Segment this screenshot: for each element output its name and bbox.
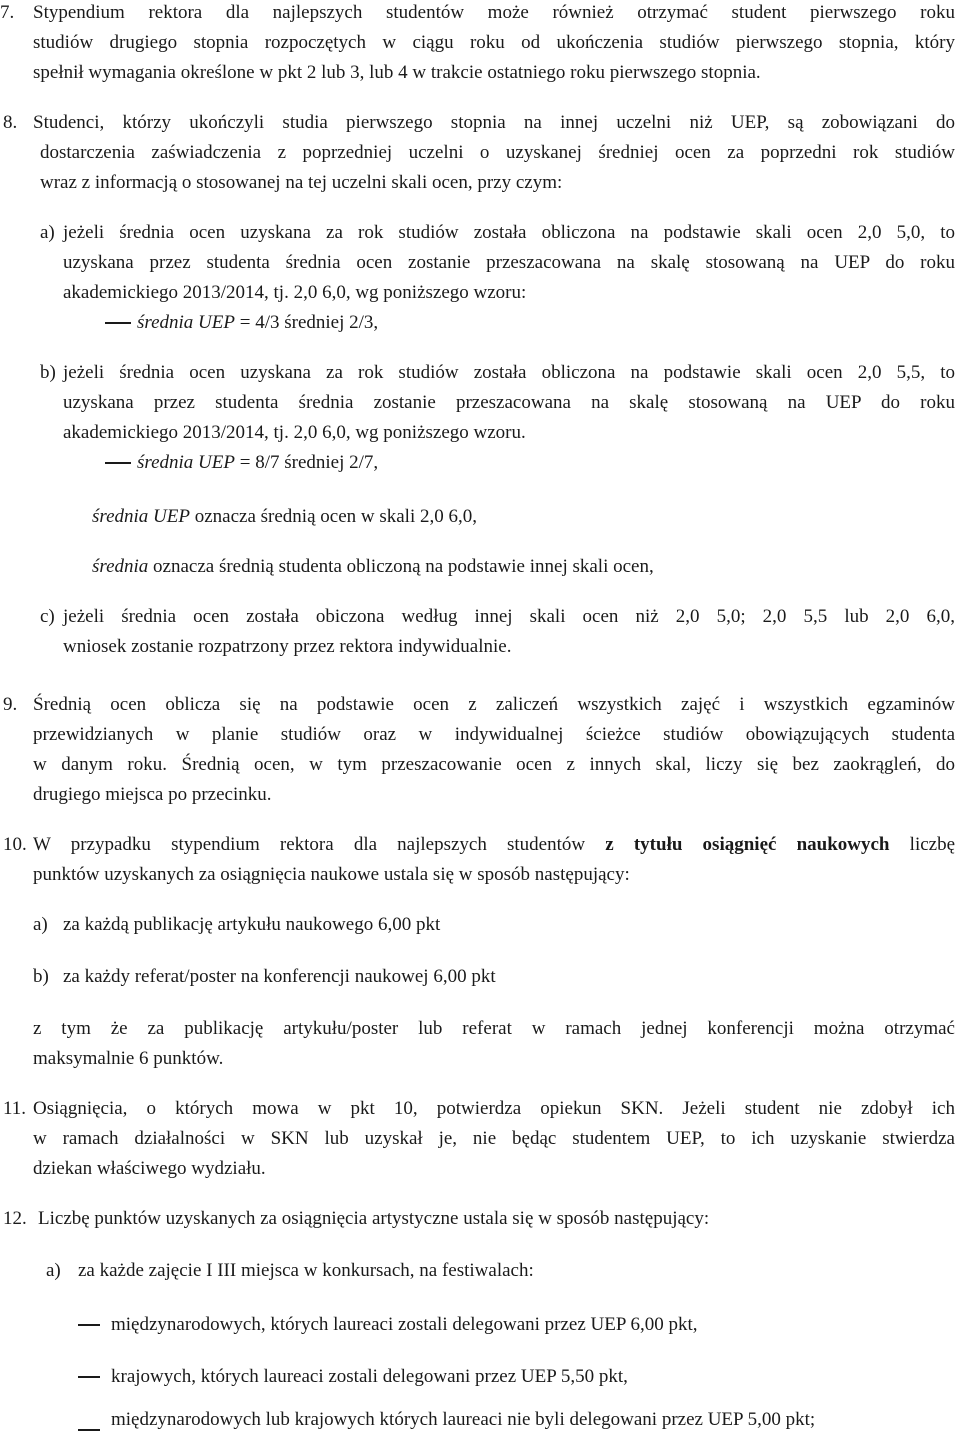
- formula-8b-symbol: średnia UEP: [137, 452, 235, 473]
- definition-srednia-uep: [92, 506, 477, 528]
- dash-bullet-icon: [78, 1429, 100, 1431]
- list-item-international-delegated: międzynarodowych, których laureaci zostali delegowani przez UEP 6,00 pkt,: [111, 1314, 698, 1335]
- item-number-9: 9.: [3, 694, 18, 715]
- paragraph-9-line-3: w danym roku. Średnią ocen, w tym przeszacowanie ocen z innych skal, liczy się bez zaokrągleń, do: [33, 754, 955, 775]
- list-item-not-delegated: międzynarodowych lub krajowych których laureaci nie byli delegowani przez UEP 5,00 pkt;: [111, 1409, 816, 1430]
- formula-8b: [137, 452, 378, 474]
- dash-bullet-icon: [105, 462, 131, 464]
- item-number-10: 10.: [3, 834, 27, 855]
- paragraph-12-line-1: Liczbę punktów uzyskanych za osiągnięcia artystyczne ustala się w sposób następujący:: [38, 1208, 710, 1229]
- paragraph-11-line-3: dziekan właściwego wydziału.: [33, 1158, 266, 1179]
- item-8a-line-2: uzyskana przez studenta średnia ocen zostanie przeszacowana na skalę stosowaną na UEP do roku: [63, 252, 955, 273]
- paragraph-8-line-3: wraz z informacją o stosowanej na tej uczelni skali ocen, przy czym:: [40, 172, 563, 193]
- paragraph-7-line-3: spełnił wymagania określone w pkt 2 lub 3, lub 4 w trakcie ostatniego roku pierwszego stopnia.: [33, 62, 761, 83]
- item-8c-line-1: jeżeli średnia ocen została obiczona według innej skali ocen niż 2,0 5,0; 2,0 5,5 lub 2,0 6,0,: [63, 606, 955, 627]
- item-8c-line-2: wniosek zostanie rozpatrzony przez rektora indywidualnie.: [63, 636, 512, 657]
- item-12a-label: a): [46, 1260, 61, 1281]
- list-item-national-delegated: krajowych, których laureaci zostali delegowani przez UEP 5,50 pkt,: [111, 1366, 628, 1387]
- definition-srednia-term: średnia: [92, 556, 149, 577]
- item-8a-label: a): [40, 222, 55, 243]
- item-number-11: 11.: [3, 1098, 27, 1119]
- definition-srednia: [92, 556, 654, 578]
- paragraph-10-line-1: [33, 834, 955, 856]
- paragraph-9-line-2: przewidzianych w planie studiów oraz w indywidualnej ścieżce studiów obowiązujących studenta: [33, 724, 955, 745]
- item-8c-label: c): [40, 606, 55, 627]
- item-number-8: 8.: [3, 112, 18, 133]
- paragraph-10-note-line-1: z tym że za publikację artykułu/poster lub referat w ramach jednej konferencji można otrzymać: [33, 1018, 955, 1039]
- paragraph-11-line-1: Osiągnięcia, o których mowa w pkt 10, potwierdza opiekun SKN. Jeżeli student nie zdobył ich: [33, 1098, 955, 1119]
- formula-8b-expression: = 8/7 średniej 2/7,: [234, 452, 379, 473]
- paragraph-9-line-4: drugiego miejsca po przecinku.: [33, 784, 272, 805]
- item-number-7: 7.: [0, 2, 15, 23]
- item-8b-line-2: uzyskana przez studenta średnia zostanie przeszacowana na skalę stosowaną na UEP do roku: [63, 392, 955, 413]
- item-10b-text: za każdy referat/poster na konferencji naukowej 6,00 pkt: [63, 966, 496, 987]
- item-10a-label: a): [33, 914, 48, 935]
- paragraph-8-line-1: Studenci, którzy ukończyli studia pierwszego stopnia na innej uczelni niż UEP, są zobowiązani do: [33, 112, 955, 133]
- item-8b-line-3: akademickiego 2013/2014, tj. 2,0 6,0, wg poniższego wzoru.: [63, 422, 526, 443]
- formula-8a: [137, 312, 378, 334]
- dash-bullet-icon: [78, 1376, 100, 1378]
- definition-srednia-text: oznacza średnią studenta obliczoną na podstawie innej skali ocen,: [148, 556, 654, 577]
- item-number-12: 12.: [3, 1208, 27, 1229]
- item-10b-label: b): [33, 966, 49, 987]
- paragraph-10-note-line-2: maksymalnie 6 punktów.: [33, 1048, 224, 1069]
- dash-bullet-icon: [105, 322, 131, 324]
- paragraph-7-line-1: Stypendium rektora dla najlepszych studentów może również otrzymać student pierwszego roku: [33, 2, 955, 23]
- definition-srednia-uep-term: średnia UEP: [92, 506, 190, 527]
- paragraph-10-line-2: punktów uzyskanych za osiągnięcia naukowe ustala się w sposób następujący:: [33, 864, 630, 885]
- item-10a-text: za każdą publikację artykułu naukowego 6,00 pkt: [63, 914, 441, 935]
- item-8b-line-1: jeżeli średnia ocen uzyskana za rok studiów została obliczona na podstawie skali ocen 2,0 5,5, to: [63, 362, 955, 383]
- definition-srednia-uep-text: oznacza średnią ocen w skali 2,0 6,0,: [189, 506, 477, 527]
- paragraph-10-line-1-text: W przypadku stypendium rektora dla najlepszych studentów: [33, 834, 606, 855]
- formula-8a-symbol: średnia UEP: [137, 312, 235, 333]
- paragraph-8-line-2: dostarczenia zaświadczenia z poprzedniej uczelni o uzyskanej średniej ocen za poprzedni rok studiów: [40, 142, 955, 163]
- paragraph-10-emphasis: z tytułu osiągnięć naukowych: [605, 834, 890, 855]
- paragraph-11-line-2: w ramach działalności w SKN lub uzyskał je, nie będąc studentem UEP, to ich uzyskanie stwierdza: [33, 1128, 955, 1149]
- paragraph-10-line-1-end: liczbę: [889, 834, 956, 855]
- formula-8a-expression: = 4/3 średniej 2/3,: [234, 312, 379, 333]
- item-8a-line-3: akademickiego 2013/2014, tj. 2,0 6,0, wg poniższego wzoru:: [63, 282, 527, 303]
- item-12a-text: za każde zajęcie I III miejsca w konkursach, na festiwalach:: [78, 1260, 534, 1281]
- dash-bullet-icon: [78, 1324, 100, 1326]
- paragraph-9-line-1: Średnią ocen oblicza się na podstawie ocen z zaliczeń wszystkich zajęć i wszystkich egzaminów: [33, 694, 955, 715]
- paragraph-7-line-2: studiów drugiego stopnia rozpoczętych w ciągu roku od ukończenia studiów pierwszego stopnia, który: [33, 32, 955, 53]
- item-8b-label: b): [40, 362, 56, 383]
- item-8a-line-1: jeżeli średnia ocen uzyskana za rok studiów została obliczona na podstawie skali ocen 2,0 5,0, to: [63, 222, 955, 243]
